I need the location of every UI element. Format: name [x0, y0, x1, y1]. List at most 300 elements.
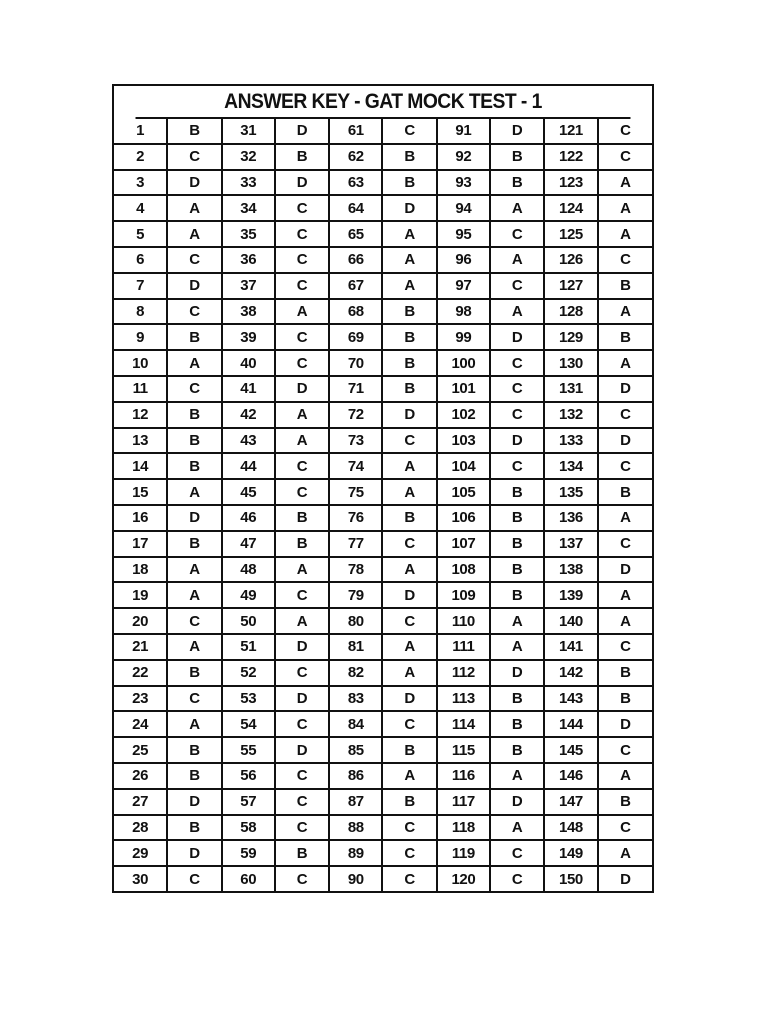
question-number-cell: 107 [437, 531, 490, 557]
question-number-cell: 77 [329, 531, 382, 557]
question-number-cell: 26 [114, 763, 167, 789]
answer-letter-cell: C [275, 221, 329, 247]
question-number-cell: 129 [544, 324, 597, 350]
answer-letter-cell: C [490, 866, 544, 891]
table-row [114, 350, 652, 376]
answer-letter-cell: B [167, 763, 221, 789]
question-number-cell: 141 [544, 634, 597, 660]
table-row [114, 608, 652, 634]
question-number-cell: 22 [114, 660, 167, 686]
answer-letter-cell: D [382, 195, 436, 221]
question-number-cell: 128 [544, 299, 597, 325]
question-number-cell: 9 [114, 324, 167, 350]
answer-letter-cell: A [167, 221, 221, 247]
table-row [114, 686, 652, 712]
question-number-cell: 34 [222, 195, 275, 221]
table-row [114, 247, 652, 273]
answer-letter-cell: C [275, 763, 329, 789]
answer-letter-cell: B [490, 557, 544, 583]
answer-letter-cell: C [382, 711, 436, 737]
answer-letter-cell: B [490, 479, 544, 505]
answer-letter-cell: B [167, 119, 221, 144]
question-number-cell: 11 [114, 376, 167, 402]
answer-letter-cell: B [167, 815, 221, 841]
answer-letter-cell: C [275, 453, 329, 479]
question-number-cell: 60 [222, 866, 275, 891]
answer-letter-cell: A [598, 763, 652, 789]
answer-letter-cell: D [382, 582, 436, 608]
answer-letter-cell: A [167, 711, 221, 737]
question-number-cell: 45 [222, 479, 275, 505]
question-number-cell: 143 [544, 686, 597, 712]
question-number-cell: 42 [222, 402, 275, 428]
answer-letter-cell: A [490, 763, 544, 789]
question-number-cell: 138 [544, 557, 597, 583]
answer-letter-cell: A [167, 479, 221, 505]
answer-key-sheet [112, 84, 654, 893]
question-number-cell: 48 [222, 557, 275, 583]
answer-letter-cell: C [598, 634, 652, 660]
answer-letter-cell: C [598, 531, 652, 557]
sheet-title: ANSWER KEY - GAT MOCK TEST - 1 [136, 86, 631, 119]
question-number-cell: 102 [437, 402, 490, 428]
question-number-cell: 30 [114, 866, 167, 891]
answer-letter-cell: B [490, 144, 544, 170]
question-number-cell: 74 [329, 453, 382, 479]
table-row [114, 660, 652, 686]
question-number-cell: 93 [437, 170, 490, 196]
question-number-cell: 8 [114, 299, 167, 325]
question-number-cell: 71 [329, 376, 382, 402]
answer-letter-cell: C [275, 350, 329, 376]
question-number-cell: 144 [544, 711, 597, 737]
answer-letter-cell: C [275, 247, 329, 273]
answer-letter-cell: A [490, 634, 544, 660]
table-row [114, 582, 652, 608]
question-number-cell: 40 [222, 350, 275, 376]
table-row [114, 170, 652, 196]
answer-letter-cell: C [490, 221, 544, 247]
question-number-cell: 21 [114, 634, 167, 660]
answer-letter-cell: B [490, 505, 544, 531]
table-row [114, 324, 652, 350]
answer-letter-cell: A [382, 453, 436, 479]
answer-letter-cell: B [167, 428, 221, 454]
answer-letter-cell: D [275, 170, 329, 196]
table-row [114, 119, 652, 144]
answer-letter-cell: D [598, 557, 652, 583]
answer-letter-cell: B [490, 686, 544, 712]
answer-letter-cell: D [490, 428, 544, 454]
answer-letter-cell: B [167, 531, 221, 557]
question-number-cell: 88 [329, 815, 382, 841]
answer-letter-cell: D [382, 686, 436, 712]
answer-letter-cell: C [275, 815, 329, 841]
question-number-cell: 87 [329, 789, 382, 815]
answer-letter-cell: C [275, 273, 329, 299]
answer-letter-cell: A [167, 634, 221, 660]
question-number-cell: 62 [329, 144, 382, 170]
answer-letter-cell: C [490, 273, 544, 299]
question-number-cell: 112 [437, 660, 490, 686]
question-number-cell: 139 [544, 582, 597, 608]
table-row [114, 815, 652, 841]
question-number-cell: 89 [329, 840, 382, 866]
answer-letter-cell: D [598, 376, 652, 402]
question-number-cell: 28 [114, 815, 167, 841]
question-number-cell: 80 [329, 608, 382, 634]
question-number-cell: 4 [114, 195, 167, 221]
question-number-cell: 15 [114, 479, 167, 505]
answer-letter-cell: C [490, 350, 544, 376]
answer-letter-cell: A [275, 428, 329, 454]
question-number-cell: 36 [222, 247, 275, 273]
question-number-cell: 47 [222, 531, 275, 557]
answer-letter-cell: C [382, 866, 436, 891]
question-number-cell: 81 [329, 634, 382, 660]
answer-letter-cell: B [167, 737, 221, 763]
question-number-cell: 109 [437, 582, 490, 608]
answer-letter-cell: C [275, 789, 329, 815]
answer-letter-cell: A [490, 195, 544, 221]
question-number-cell: 125 [544, 221, 597, 247]
answer-letter-cell: B [490, 531, 544, 557]
table-row [114, 634, 652, 660]
answer-letter-cell: A [382, 557, 436, 583]
answer-letter-cell: C [275, 479, 329, 505]
answer-letter-cell: D [167, 505, 221, 531]
answer-letter-cell: B [598, 686, 652, 712]
question-number-cell: 14 [114, 453, 167, 479]
answer-letter-cell: D [620, 870, 631, 888]
question-number-cell: 132 [544, 402, 597, 428]
question-number-cell: 65 [329, 221, 382, 247]
answer-letter-cell: B [275, 840, 329, 866]
answer-letter-cell: C [598, 815, 652, 841]
answer-letter-cell: C [275, 660, 329, 686]
answer-letter-cell: A [382, 221, 436, 247]
question-number-cell: 85 [329, 737, 382, 763]
answer-letter-cell: C [598, 453, 652, 479]
answer-letter-cell: B [275, 505, 329, 531]
answer-letter-cell: A [167, 582, 221, 608]
question-number-cell: 136 [544, 505, 597, 531]
answer-letter-cell: A [167, 195, 221, 221]
question-number-cell: 121 [544, 119, 597, 144]
question-number-cell: 58 [222, 815, 275, 841]
answer-letter-cell: B [598, 273, 652, 299]
question-number-cell: 76 [329, 505, 382, 531]
answer-letter-cell: A [598, 582, 652, 608]
answer-letter-cell: C [490, 402, 544, 428]
question-number-cell: 19 [114, 582, 167, 608]
question-number-cell: 108 [437, 557, 490, 583]
answer-letter-cell: D [167, 170, 221, 196]
table-row [114, 273, 652, 299]
question-number-cell: 140 [544, 608, 597, 634]
question-number-cell: 131 [544, 376, 597, 402]
table-row [114, 376, 652, 402]
answer-letter-cell: C [598, 144, 652, 170]
question-number-cell: 49 [222, 582, 275, 608]
question-number-cell: 27 [114, 789, 167, 815]
answer-letter-cell: C [598, 119, 652, 144]
answer-letter-cell: C [598, 737, 652, 763]
question-number-cell: 63 [329, 170, 382, 196]
table-row [114, 479, 652, 505]
question-number-cell: 61 [329, 119, 382, 144]
question-number-cell: 69 [329, 324, 382, 350]
question-number-cell: 33 [222, 170, 275, 196]
answer-letter-cell: C [275, 195, 329, 221]
question-number-cell: 126 [544, 247, 597, 273]
answer-letter-cell: C [167, 144, 221, 170]
question-number-cell: 79 [329, 582, 382, 608]
answer-letter-cell: D [490, 119, 544, 144]
answer-letter-cell: C [167, 866, 221, 891]
answer-letter-cell: B [382, 324, 436, 350]
question-number-cell: 44 [222, 453, 275, 479]
table-row [114, 195, 652, 221]
answer-letter-cell: C [167, 376, 221, 402]
answer-letter-cell: A [382, 660, 436, 686]
answer-letter-cell: A [167, 350, 221, 376]
question-number-cell: 3 [114, 170, 167, 196]
table-row [114, 866, 652, 891]
answer-letter-cell: C [382, 815, 436, 841]
answer-letter-cell: D [490, 660, 544, 686]
question-number-cell: 86 [329, 763, 382, 789]
answer-letter-cell: D [275, 737, 329, 763]
answer-letter-cell: D [167, 789, 221, 815]
answer-letter-cell: B [490, 737, 544, 763]
question-number-cell: 116 [437, 763, 490, 789]
question-number-cell: 64 [329, 195, 382, 221]
question-number-cell: 66 [329, 247, 382, 273]
table-row [114, 402, 652, 428]
answer-letter-cell: B [167, 402, 221, 428]
question-number-cell: 55 [222, 737, 275, 763]
answer-letter-cell: A [598, 195, 652, 221]
answer-letter-cell: D [275, 634, 329, 660]
question-number-cell: 145 [544, 737, 597, 763]
answer-letter-cell: A [598, 299, 652, 325]
answer-key-body [114, 119, 652, 891]
question-number-cell: 82 [329, 660, 382, 686]
question-number-cell: 50 [222, 608, 275, 634]
question-number-cell: 5 [114, 221, 167, 247]
question-number-cell: 98 [437, 299, 490, 325]
answer-letter-cell: B [382, 170, 436, 196]
answer-letter-cell: A [382, 634, 436, 660]
question-number-cell: 91 [437, 119, 490, 144]
answer-letter-cell: B [382, 505, 436, 531]
question-number-cell: 114 [437, 711, 490, 737]
question-number-cell: 16 [114, 505, 167, 531]
question-number-cell: 29 [114, 840, 167, 866]
answer-letter-cell: C [598, 247, 652, 273]
question-number-cell: 12 [114, 402, 167, 428]
table-row [114, 531, 652, 557]
question-number-cell: 96 [437, 247, 490, 273]
question-number-cell: 127 [544, 273, 597, 299]
answer-letter-cell: C [167, 608, 221, 634]
answer-letter-cell: D [598, 711, 652, 737]
table-row [114, 144, 652, 170]
table-row [114, 505, 652, 531]
question-number-cell: 110 [437, 608, 490, 634]
question-number-cell: 2 [114, 144, 167, 170]
table-row [114, 299, 652, 325]
question-number-cell: 7 [114, 273, 167, 299]
question-number-cell: 149 [544, 840, 597, 866]
question-number-cell: 142 [544, 660, 597, 686]
answer-letter-cell: C [490, 453, 544, 479]
answer-letter-cell: B [490, 582, 544, 608]
answer-letter-cell: B [275, 531, 329, 557]
question-number-cell: 124 [544, 195, 597, 221]
answer-letter-cell: D [275, 376, 329, 402]
table-row [114, 453, 652, 479]
question-number-cell: 123 [544, 170, 597, 196]
answer-letter-cell: A [382, 247, 436, 273]
answer-letter-cell: B [598, 789, 652, 815]
answer-letter-cell: A [167, 557, 221, 583]
answer-letter-cell: A [598, 608, 652, 634]
question-number-cell: 35 [222, 221, 275, 247]
answer-letter-cell: C [275, 582, 329, 608]
question-number-cell: 1 [114, 119, 167, 144]
question-number-cell: 46 [222, 505, 275, 531]
answer-letter-cell: C [382, 428, 436, 454]
answer-letter-cell: A [275, 557, 329, 583]
answer-letter-cell: C [382, 840, 436, 866]
answer-letter-cell: B [382, 737, 436, 763]
answer-letter-cell: C [167, 299, 221, 325]
question-number-cell: 90 [329, 866, 382, 891]
answer-letter-cell: B [382, 376, 436, 402]
question-number-cell: 83 [329, 686, 382, 712]
table-row [114, 840, 652, 866]
table-row [114, 763, 652, 789]
answer-letter-cell: B [598, 660, 652, 686]
question-number-cell: 120 [437, 866, 490, 891]
question-number-cell: 37 [222, 273, 275, 299]
answer-letter-cell: B [598, 479, 652, 505]
answer-letter-cell: C [490, 376, 544, 402]
table-row [114, 737, 652, 763]
question-number-cell: 122 [544, 144, 597, 170]
question-number-cell: 118 [437, 815, 490, 841]
answer-letter-cell: B [490, 711, 544, 737]
answer-letter-cell: B [382, 789, 436, 815]
answer-letter-cell: A [598, 350, 652, 376]
question-number-cell: 104 [437, 453, 490, 479]
answer-letter-cell: D [598, 428, 652, 454]
answer-letter-cell: C [490, 840, 544, 866]
answer-letter-cell: C [275, 866, 329, 891]
answer-letter-cell: C [275, 711, 329, 737]
answer-letter-cell: B [167, 660, 221, 686]
question-number-cell: 115 [437, 737, 490, 763]
answer-letter-cell: C [598, 402, 652, 428]
question-number-cell: 23 [114, 686, 167, 712]
answer-letter-cell: A [598, 221, 652, 247]
answer-letter-cell: A [275, 299, 329, 325]
question-number-cell: 101 [437, 376, 490, 402]
answer-letter-cell: B [167, 453, 221, 479]
answer-letter-cell: C [275, 324, 329, 350]
question-number-cell: 39 [222, 324, 275, 350]
question-number-cell: 75 [329, 479, 382, 505]
question-number-cell: 25 [114, 737, 167, 763]
question-number-cell: 84 [329, 711, 382, 737]
answer-letter-cell: D [275, 119, 329, 144]
answer-letter-cell: B [490, 170, 544, 196]
table-row [114, 711, 652, 737]
question-number-cell: 32 [222, 144, 275, 170]
question-number-cell: 51 [222, 634, 275, 660]
question-number-cell: 17 [114, 531, 167, 557]
answer-letter-cell: B [275, 144, 329, 170]
question-number-cell: 150 [544, 866, 597, 891]
question-number-cell: 130 [544, 350, 597, 376]
answer-letter-cell: A [275, 608, 329, 634]
answer-letter-cell: C [382, 608, 436, 634]
question-number-cell: 56 [222, 763, 275, 789]
question-number-cell: 97 [437, 273, 490, 299]
answer-letter-cell: A [382, 763, 436, 789]
answer-letter-cell: B [167, 324, 221, 350]
answer-letter-cell: D [490, 789, 544, 815]
question-number-cell: 78 [329, 557, 382, 583]
question-number-cell: 95 [437, 221, 490, 247]
answer-letter-cell: A [490, 299, 544, 325]
answer-letter-cell: B [382, 350, 436, 376]
answer-letter-cell: A [275, 402, 329, 428]
question-number-cell: 52 [222, 660, 275, 686]
question-number-cell: 103 [437, 428, 490, 454]
answer-letter-cell: A [490, 608, 544, 634]
answer-letter-cell: A [598, 170, 652, 196]
question-number-cell: 105 [437, 479, 490, 505]
table-row [114, 789, 652, 815]
question-number-cell: 133 [544, 428, 597, 454]
answer-letter-cell: C [167, 686, 221, 712]
answer-letter-cell: B [382, 144, 436, 170]
question-number-cell: 119 [437, 840, 490, 866]
answer-letter-cell: B [598, 324, 652, 350]
question-number-cell: 106 [437, 505, 490, 531]
question-number-cell: 134 [544, 453, 597, 479]
question-number-cell: 100 [437, 350, 490, 376]
question-number-cell: 57 [222, 789, 275, 815]
question-number-cell: 137 [544, 531, 597, 557]
question-number-cell: 43 [222, 428, 275, 454]
answer-letter-cell: A [490, 247, 544, 273]
question-number-cell: 67 [329, 273, 382, 299]
table-row [114, 557, 652, 583]
question-number-cell: 18 [114, 557, 167, 583]
question-number-cell: 92 [437, 144, 490, 170]
answer-letter-cell: D [167, 840, 221, 866]
answer-letter-cell: A [598, 840, 652, 866]
question-number-cell: 54 [222, 711, 275, 737]
question-number-cell: 59 [222, 840, 275, 866]
question-number-cell: 24 [114, 711, 167, 737]
answer-letter-cell: A [598, 505, 652, 531]
answer-letter-cell: D [167, 273, 221, 299]
